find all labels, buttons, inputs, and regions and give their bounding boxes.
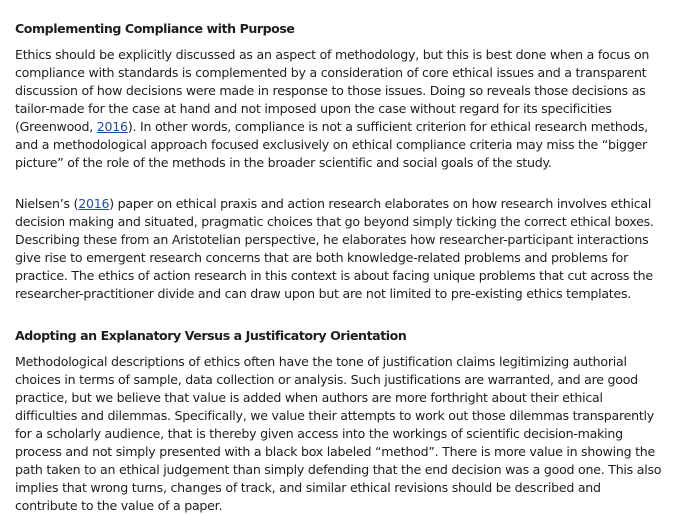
text-line: decision making and situated, pragmatic choices that go beyond simply ticking the correct ethical boxes. [15, 214, 654, 229]
text-line: for a scholarly audience, that is thereby given access into the workings of scientific decision-making [15, 426, 623, 441]
text-line: process and not simply presented with a black box labeled “method”. There is more value in showing the [15, 444, 655, 459]
text-line: choices in terms of sample, data collection or analysis. Such justifications are warranted, and are good [15, 372, 638, 387]
section-heading-explanatory: Adopting an Explanatory Versus a Justificatory Orientation [15, 328, 407, 343]
text-line: researcher-practitioner divide and can draw upon but are not limited to pre-existing ethics templates. [15, 286, 632, 301]
text-line: tailor-made for the case at hand and not imposed upon the case without regard for its specificities [15, 101, 612, 116]
paragraph-ethics-methodology [15, 46, 649, 172]
text-line: compliance with standards is complemented by a consideration of core ethical issues and a transparent [15, 65, 647, 80]
paragraph-nielsen-praxis [15, 195, 654, 303]
citation-link-greenwood-2016[interactable]: 2016 [96, 119, 128, 134]
text-line: practice, but we believe that value is added when authors are more forthright about their ethical [15, 390, 603, 405]
text-line: and a methodological approach focused exclusively on ethical compliance criteria may miss the “bigger [15, 137, 647, 152]
citation-link-nielsen-2016[interactable]: 2016 [78, 196, 110, 211]
text-segment: ). In other words, compliance is not a sufficient criterion for ethical research methods, [127, 119, 648, 134]
text-line: discussion of how decisions were made in response to those issues. Doing so reveals those decisions as [15, 83, 646, 98]
text-line [15, 195, 654, 213]
text-line: picture” of the role of the methods in the broader scientific and social goals of the study. [15, 155, 552, 170]
text-line: path taken to an ethical judgement than simply defending that the end decision was a good one. This also [15, 462, 662, 477]
paragraph-justification-claims [15, 353, 661, 515]
section-heading-compliance: Complementing Compliance with Purpose [15, 21, 295, 36]
text-line: practice. The ethics of action research in this context is about facing unique problems that cut across the [15, 268, 653, 283]
text-line: implies that wrong turns, changes of track, and similar ethical revisions should be described and [15, 480, 601, 495]
text-line: give rise to emergent research concerns that are both knowledge-related problems and problems for [15, 250, 629, 265]
text-line: Describing these from an Aristotelian perspective, he elaborates how researcher-participant interactions [15, 232, 649, 247]
text-line [15, 118, 649, 136]
text-line: contribute to the value of a paper. [15, 498, 223, 513]
text-segment: Nielsen’s ( [15, 196, 79, 211]
text-line: Ethics should be explicitly discussed as an aspect of methodology, but this is best done when a focus on [15, 47, 650, 62]
text-segment: (Greenwood, [15, 119, 97, 134]
text-line: difficulties and dilemmas. Specifically, we value their attempts to work out those dilemmas transparently [15, 408, 654, 423]
text-line: Methodological descriptions of ethics often have the tone of justification claims legitimizing authorial [15, 354, 627, 369]
text-segment: ) paper on ethical praxis and action research elaborates on how research involves ethical [109, 196, 652, 211]
